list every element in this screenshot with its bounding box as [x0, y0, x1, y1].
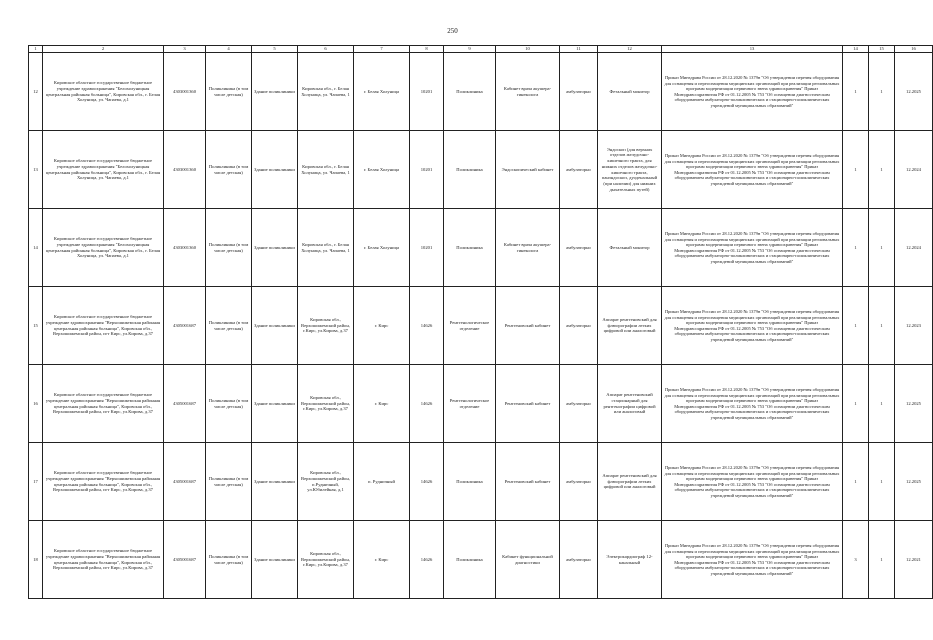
legal-basis-cell: Приказ Минздрава России от 28.12.2020 № 1379н "Об утверждении перечня оборудования для оснащения и переоснащения медицинских организаций при реализации региональных программ модернизации первичного звена здравоохранения" Приказ Минздравсоцразвития РФ от 01.12.2005 № 753 "Об оснащении диагностическим оборудованием амбулаторно-поликлинических и стационарно-поликлинических учреждений муниципальных образований" — [662, 53, 843, 131]
equipment-cell: Электрокардиограф 12-канальный — [598, 521, 662, 599]
inn-cell: 4303001360 — [164, 53, 206, 131]
equipment-cell: Аппарат рентгеновский для флюорографии легких цифровой или аналоговый — [598, 443, 662, 521]
care-type-cell: амбулаторно — [560, 209, 598, 287]
unit-cell: Поликлиника — [444, 209, 496, 287]
column-number: 12 — [598, 46, 662, 53]
address-cell: Кировская обл., Верхошижемский район, г.Кирс, ул.Кирова, д.37 — [298, 365, 354, 443]
inn-cell: 4305001687 — [164, 443, 206, 521]
column-number: 3 — [164, 46, 206, 53]
table-row — [29, 365, 933, 443]
building-cell: Здание поликлиники — [252, 287, 298, 365]
service-cell: Поликлиника (в том числе детская) — [206, 443, 252, 521]
legal-basis-cell: Приказ Минздрава России от 28.12.2020 № 1379н "Об утверждении перечня оборудования для оснащения и переоснащения медицинских организаций при реализации региональных программ модернизации первичного звена здравоохранения" Приказ Минздравсоцразвития РФ от 01.12.2005 № 753 "Об оснащении диагностическим оборудованием амбулаторно-поликлинических и стационарно-поликлинических учреждений муниципальных образований" — [662, 443, 843, 521]
service-cell: Поликлиника (в том числе детская) — [206, 53, 252, 131]
address-cell: Кировская обл., Верхошижемский район, п.Рудничный, ул.Юбилейная, д.1 — [298, 443, 354, 521]
legal-basis-cell: Приказ Минздрава России от 28.12.2020 № 1379н "Об утверждении перечня оборудования для оснащения и переоснащения медицинских организаций при реализации региональных программ модернизации первичного звена здравоохранения" Приказ Минздравсоцразвития РФ от 01.12.2005 № 753 "Об оснащении диагностическим оборудованием амбулаторно-поликлинических и стационарно-поликлинических учреждений муниципальных образований" — [662, 521, 843, 599]
table-row — [29, 53, 933, 131]
row-number: 17 — [29, 443, 43, 521]
locality-cell: г. Кирс — [354, 365, 410, 443]
row-number: 13 — [29, 131, 43, 209]
care-type-cell: амбулаторно — [560, 287, 598, 365]
quantity-cell: 1 — [869, 287, 895, 365]
address-cell: Кировская обл., Верхошижемский район, г.Кирс, ул.Кирова, д.37 — [298, 521, 354, 599]
inn-cell: 4305001687 — [164, 521, 206, 599]
service-cell: Поликлиника (в том числе детская) — [206, 131, 252, 209]
column-number: 11 — [560, 46, 598, 53]
cabinet-cell: Рентгеновский кабинет — [496, 443, 560, 521]
address-cell: Кировская обл., г. Белая Холуница, ул. Чапаева, 1 — [298, 209, 354, 287]
quantity-cell: 1 — [869, 131, 895, 209]
care-type-cell: амбулаторно — [560, 365, 598, 443]
locality-cell: г. Белая Холуница — [354, 53, 410, 131]
quantity-cell: 1 — [869, 443, 895, 521]
date-cell: 12.2025 — [895, 53, 933, 131]
column-number: 16 — [895, 46, 933, 53]
address-cell: Кировская обл., г. Белая Холуница, ул. Чапаева, 1 — [298, 131, 354, 209]
quantity-cell: 1 — [843, 209, 869, 287]
column-number: 13 — [662, 46, 843, 53]
quantity-cell: 1 — [843, 365, 869, 443]
legal-basis-cell: Приказ Минздрава России от 28.12.2020 № 1379н "Об утверждении перечня оборудования для оснащения и переоснащения медицинских организаций при реализации региональных программ модернизации первичного звена здравоохранения" Приказ Минздравсоцразвития РФ от 01.12.2005 № 753 "Об оснащении диагностическим оборудованием амбулаторно-поликлинических и стационарно-поликлинических учреждений муниципальных образований" — [662, 131, 843, 209]
cabinet-cell: Рентгеновский кабинет — [496, 287, 560, 365]
column-number: 8 — [410, 46, 444, 53]
table-row — [29, 287, 933, 365]
cabinet-cell: Рентгеновский кабинет — [496, 365, 560, 443]
code-cell: 14626 — [410, 287, 444, 365]
locality-cell: г. Кирс — [354, 521, 410, 599]
code-cell: 14626 — [410, 365, 444, 443]
inn-cell: 4303001360 — [164, 209, 206, 287]
row-number: 18 — [29, 521, 43, 599]
unit-cell: Поликлиника — [444, 131, 496, 209]
date-cell: 12.2023 — [895, 287, 933, 365]
quantity-cell: 1 — [843, 131, 869, 209]
organization-cell: Кировское областное государственное бюджетное учреждение здравоохранения "Белохолуницкая центральная районная больница", Кировская обл., г. Белая Холуница, ул. Чапаева, д.1 — [43, 209, 164, 287]
date-cell: 12.2025 — [895, 443, 933, 521]
table-row — [29, 521, 933, 599]
organization-cell: Кировское областное государственное бюджетное учреждение здравоохранения "Верхошижемская районная центральная районная больница", Кировская обл., Верхошижемский район, пгт Кирс, ул.Кирова, д.37 — [43, 287, 164, 365]
inn-cell: 4305001687 — [164, 365, 206, 443]
column-number: 14 — [843, 46, 869, 53]
code-cell: 14626 — [410, 521, 444, 599]
date-cell: 12.2024 — [895, 209, 933, 287]
legal-basis-cell: Приказ Минздрава России от 28.12.2020 № 1379н "Об утверждении перечня оборудования для оснащения и переоснащения медицинских организаций при реализации региональных программ модернизации первичного звена здравоохранения" Приказ Минздравсоцразвития РФ от 01.12.2005 № 753 "Об оснащении диагностическим оборудованием амбулаторно-поликлинических и стационарно-поликлинических учреждений муниципальных образований" — [662, 209, 843, 287]
unit-cell: Поликлиника — [444, 53, 496, 131]
quantity-cell: 3 — [843, 521, 869, 599]
quantity-cell: 1 — [843, 443, 869, 521]
column-number: 10 — [496, 46, 560, 53]
equipment-register-table — [28, 45, 933, 599]
unit-cell: Поликлиника — [444, 443, 496, 521]
address-cell: Кировская обл., Верхошижемский район, г.Кирс, ул.Кирова, д.37 — [298, 287, 354, 365]
building-cell: Здание поликлиники — [252, 521, 298, 599]
legal-basis-cell: Приказ Минздрава России от 28.12.2020 № 1379н "Об утверждении перечня оборудования для оснащения и переоснащения медицинских организаций при реализации региональных программ модернизации первичного звена здравоохранения" Приказ Минздравсоцразвития РФ от 01.12.2005 № 753 "Об оснащении диагностическим оборудованием амбулаторно-поликлинических и стационарно-поликлинических учреждений муниципальных образований" — [662, 365, 843, 443]
quantity-cell: 1 — [843, 287, 869, 365]
organization-cell: Кировское областное государственное бюджетное учреждение здравоохранения "Белохолуницкая центральная районная больница", Кировская обл., г. Белая Холуница, ул. Чапаева, д.1 — [43, 131, 164, 209]
quantity-cell: 1 — [843, 53, 869, 131]
column-number: 15 — [869, 46, 895, 53]
locality-cell: г. Белая Холуница — [354, 209, 410, 287]
care-type-cell: амбулаторно — [560, 521, 598, 599]
equipment-cell: Эндоскоп (для верхних отделов желудочно-кишечного тракта, для нижних отделов желудочно-кишечного тракта, панэндоскоп, дуоденальный (при наличии) для нижних дыхательных путей) — [598, 131, 662, 209]
row-number: 15 — [29, 287, 43, 365]
equipment-cell: Аппарат рентгеновский для флюорографии легких цифровой или аналоговый — [598, 287, 662, 365]
equipment-cell: Фетальный монитор — [598, 53, 662, 131]
inn-cell: 4303001360 — [164, 131, 206, 209]
quantity-cell: 1 — [869, 53, 895, 131]
service-cell: Поликлиника (в том числе детская) — [206, 287, 252, 365]
organization-cell: Кировское областное государственное бюджетное учреждение здравоохранения "Белохолуницкая центральная районная больница", Кировская обл., г. Белая Холуница, ул. Чапаева, д.1 — [43, 53, 164, 131]
column-number: 9 — [444, 46, 496, 53]
building-cell: Здание поликлиники — [252, 443, 298, 521]
unit-cell: Поликлиника — [444, 521, 496, 599]
column-number: 4 — [206, 46, 252, 53]
row-number: 12 — [29, 53, 43, 131]
address-cell: Кировская обл., г. Белая Холуница, ул. Чапаева, 1 — [298, 53, 354, 131]
table-row — [29, 209, 933, 287]
column-number-row — [29, 46, 933, 53]
organization-cell: Кировское областное государственное бюджетное учреждение здравоохранения "Верхошижемская районная центральная районная больница", Кировская обл., Верхошижемский район, пгт Кирс, ул.Кирова, д.37 — [43, 521, 164, 599]
date-cell: 12.2025 — [895, 365, 933, 443]
unit-cell: Рентгенологическое отделение — [444, 287, 496, 365]
building-cell: Здание поликлиники — [252, 365, 298, 443]
code-cell: 14626 — [410, 443, 444, 521]
column-number: 2 — [43, 46, 164, 53]
service-cell: Поликлиника (в том числе детская) — [206, 365, 252, 443]
column-number: 1 — [29, 46, 43, 53]
service-cell: Поликлиника (в том числе детская) — [206, 209, 252, 287]
table-row — [29, 443, 933, 521]
service-cell: Поликлиника (в том числе детская) — [206, 521, 252, 599]
cabinet-cell: Кабинет функциональной диагностики — [496, 521, 560, 599]
locality-cell: г. Кирс — [354, 287, 410, 365]
table-row — [29, 131, 933, 209]
organization-cell: Кировское областное государственное бюджетное учреждение здравоохранения "Верхошижемская районная центральная районная больница", Кировская обл., Верхошижемский район, пгт Кирс, ул.Кирова, д.37 — [43, 365, 164, 443]
quantity-cell: 1 — [869, 365, 895, 443]
organization-cell: Кировское областное государственное бюджетное учреждение здравоохранения "Верхошижемская районная центральная районная больница", Кировская обл., Верхошижемский район, пгт Кирс, ул.Кирова, д.37 — [43, 443, 164, 521]
legal-basis-cell: Приказ Минздрава России от 28.12.2020 № 1379н "Об утверждении перечня оборудования для оснащения и переоснащения медицинских организаций при реализации региональных программ модернизации первичного звена здравоохранения" Приказ Минздравсоцразвития РФ от 01.12.2005 № 753 "Об оснащении диагностическим оборудованием амбулаторно-поликлинических и стационарно-поликлинических учреждений муниципальных образований" — [662, 287, 843, 365]
care-type-cell: амбулаторно — [560, 53, 598, 131]
column-number: 6 — [298, 46, 354, 53]
locality-cell: п. Рудничный — [354, 443, 410, 521]
code-cell: 10201 — [410, 53, 444, 131]
quantity-cell: 1 — [869, 209, 895, 287]
column-number: 5 — [252, 46, 298, 53]
cabinet-cell: Эндоскопический кабинет — [496, 131, 560, 209]
column-number: 7 — [354, 46, 410, 53]
building-cell: Здание поликлиники — [252, 209, 298, 287]
page-number: 250 — [447, 27, 458, 35]
cabinet-cell: Кабинет врача акушера-гинеколога — [496, 209, 560, 287]
locality-cell: г. Белая Холуница — [354, 131, 410, 209]
code-cell: 10201 — [410, 131, 444, 209]
unit-cell: Рентгенологическое отделение — [444, 365, 496, 443]
equipment-cell: Фетальный монитор — [598, 209, 662, 287]
building-cell: Здание поликлиники — [252, 131, 298, 209]
building-cell: Здание поликлиники — [252, 53, 298, 131]
date-cell: 12.2024 — [895, 131, 933, 209]
quantity-cell: 1 — [869, 521, 895, 599]
code-cell: 10201 — [410, 209, 444, 287]
row-number: 16 — [29, 365, 43, 443]
care-type-cell: амбулаторно — [560, 443, 598, 521]
date-cell: 12.2021 — [895, 521, 933, 599]
cabinet-cell: Кабинет врача акушера-гинеколога — [496, 53, 560, 131]
row-number: 14 — [29, 209, 43, 287]
equipment-cell: Аппарат рентгеновский стационарный для рентгенографии цифровой или аналоговый — [598, 365, 662, 443]
care-type-cell: амбулаторно — [560, 131, 598, 209]
inn-cell: 4305001687 — [164, 287, 206, 365]
